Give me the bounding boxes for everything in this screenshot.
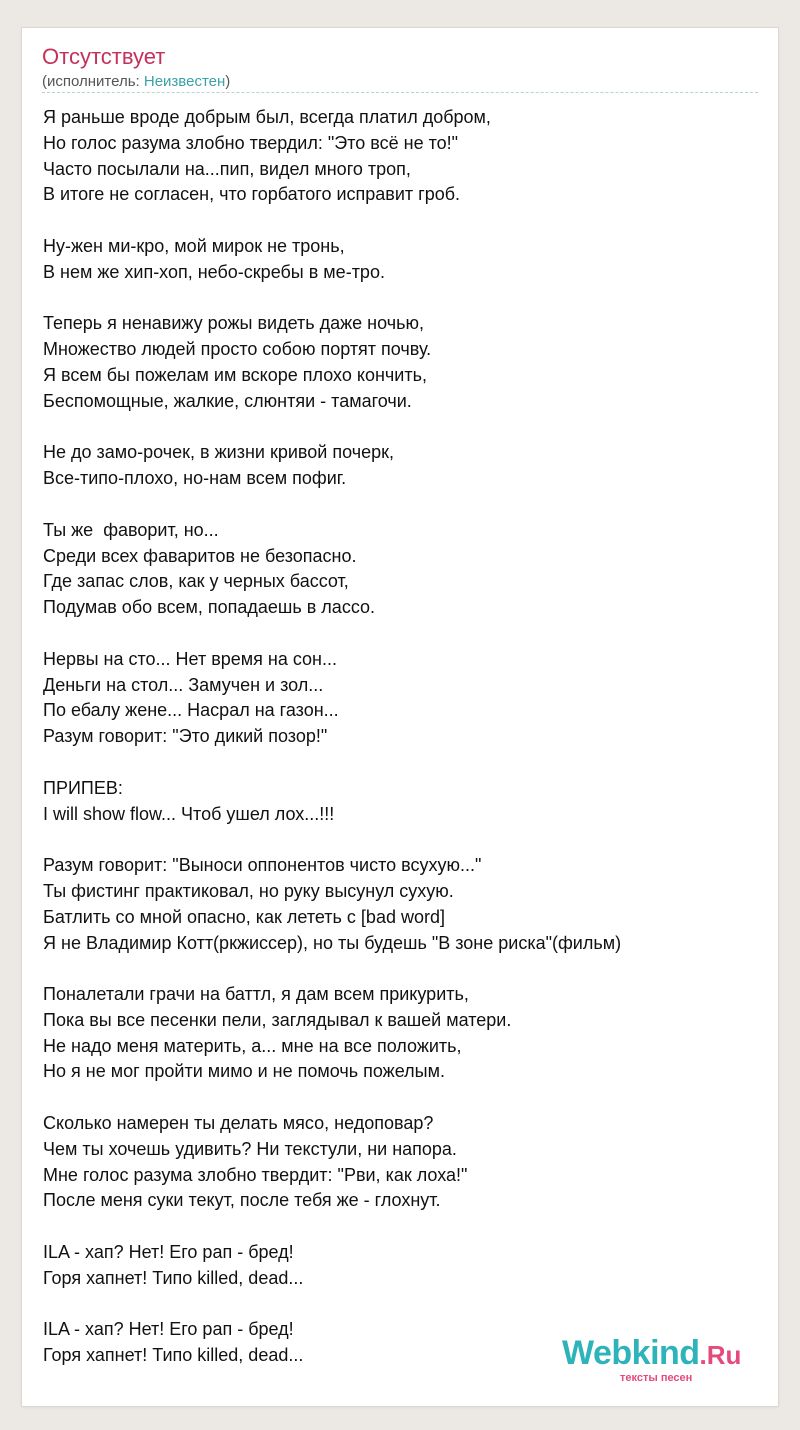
stanza-break — [43, 208, 763, 234]
logo-domain: .Ru — [699, 1340, 742, 1370]
artist-line — [42, 73, 230, 91]
lyric-line: ILA - хап? Нет! Его рап - бред! — [43, 1242, 294, 1263]
lyric-line: Нервы на сто... Нет время на сон... — [43, 648, 338, 669]
stanza-break — [43, 286, 763, 312]
lyrics-body — [43, 105, 763, 1369]
lyric-line: Я всем бы пожелам им вскоре плохо кончить, — [43, 364, 427, 385]
lyric-line: Ну-жен ми-кро, мой мирок не тронь, — [43, 235, 345, 256]
logo-tagline: тексты песен — [620, 1372, 693, 1384]
lyric-line: Сколько намерен ты делать мясо, недоповар? — [43, 1113, 434, 1134]
lyric-line: ILA - хап? Нет! Его рап - бред! — [43, 1319, 294, 1340]
artist-suffix: ) — [225, 73, 231, 90]
lyric-line: Я раньше вроде добрым был, всегда платил добром, — [43, 107, 491, 127]
lyric-line: Ты фистинг практиковал, но руку высунул сухую. — [43, 880, 454, 901]
lyric-line: Множество людей просто собою портят почву. — [43, 339, 432, 360]
lyric-line: Поналетали грачи на баттл, я дам всем прикурить, — [43, 984, 469, 1005]
lyric-line: Все-типо-плохо, но-нам всем пофиг. — [43, 468, 347, 489]
artist-link[interactable]: Неизвестен — [143, 73, 226, 90]
lyric-line: Ты же фаворит, но... — [43, 519, 219, 540]
lyric-line: Батлить со мной опасно, как лететь с [bad word] — [43, 906, 445, 927]
lyric-line: Я не Владимир Котт(ркжиссер), но ты будешь "В зоне риска"(фильм) — [43, 932, 622, 953]
lyric-line: Разум говорит: "Это дикий позор!" — [43, 726, 328, 747]
lyric-line: В итоге не согласен, что горбатого исправит гроб. — [43, 184, 461, 205]
lyric-line: Деньги на стол... Замучен и зол... — [43, 674, 324, 695]
lyric-line: По ебалу жене... Насрал на газон... — [43, 700, 339, 721]
lyric-line: Теперь я ненавижу рожы видеть даже ночью, — [43, 313, 424, 334]
lyric-line: Часто посылали на...пип, видел много троп, — [43, 158, 411, 179]
stanza-break — [43, 827, 763, 853]
lyric-line: Не до замо-рочек, в жизни кривой почерк, — [43, 442, 394, 463]
lyric-line: В нем же хип-хоп, небо-скребы в ме-тро. — [43, 261, 385, 282]
stanza-break — [43, 1085, 763, 1111]
lyric-line: Разум говорит: "Выноси оппонентов чисто всухую..." — [43, 855, 482, 876]
lyric-line: Где запас слов, как у черных бассот, — [43, 571, 349, 592]
artist-prefix: (исполнитель: — [42, 73, 144, 90]
lyric-line: Но я не мог пройти мимо и не помочь пожелым. — [43, 1061, 445, 1082]
lyric-line: Пока вы все песенки пели, заглядывал к вашей матери. — [43, 1009, 512, 1030]
lyrics-card — [22, 28, 778, 1406]
site-logo[interactable] — [562, 1334, 742, 1384]
stanza-break — [43, 750, 763, 776]
logo-name: Webkind — [562, 1334, 700, 1372]
lyric-line: I will show flow... Чтоб ушел лох...!!! — [43, 803, 335, 824]
stanza-break — [43, 415, 763, 441]
lyric-line: Беспомощные, жалкие, слюнтяи - тамагочи. — [43, 390, 412, 411]
stanza-break — [43, 1292, 763, 1318]
lyric-line: Мне голос разума злобно твердит: "Рви, как лоха!" — [43, 1164, 468, 1185]
stanza-break — [43, 1214, 763, 1240]
lyric-line: Не надо меня материть, а... мне на все положить, — [43, 1035, 462, 1056]
song-title: Отсутствует — [42, 44, 166, 69]
lyric-line: Горя хапнет! Типо killed, dead... — [43, 1345, 304, 1366]
lyric-line: Подумав обо всем, попадаешь в лассо. — [43, 597, 376, 618]
stanza-break — [43, 492, 763, 518]
lyric-line: ПРИПЕВ: — [43, 777, 123, 798]
stanza-break — [43, 956, 763, 982]
lyric-line: После меня суки текут, после тебя же - глохнут. — [43, 1190, 441, 1211]
title-divider — [42, 92, 758, 93]
lyric-line: Среди всех фаваритов не безопасно. — [43, 545, 357, 566]
stanza-break — [43, 621, 763, 647]
lyric-line: Чем ты хочешь удивить? Ни текстули, ни напора. — [43, 1138, 457, 1159]
lyric-line: Но голос разума злобно твердил: "Это всё не то!" — [43, 132, 459, 153]
lyric-line: Горя хапнет! Типо killed, dead... — [43, 1267, 304, 1288]
